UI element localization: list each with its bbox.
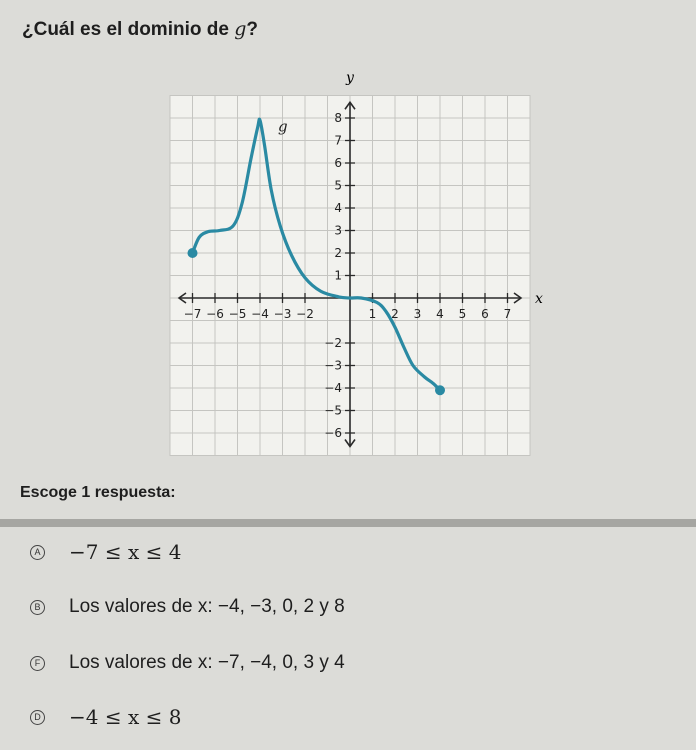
x-tick-label: −5 (228, 307, 247, 321)
divider (0, 519, 696, 527)
start-point (188, 248, 198, 258)
y-tick-label: 5 (334, 178, 342, 193)
x-tick-label: 7 (503, 307, 512, 321)
x-tick-label: 2 (391, 307, 399, 321)
option-badge-b: B (30, 600, 45, 615)
y-tick-label: 1 (334, 268, 342, 283)
option-a-text: −7 ≤ x ≤ 4 (69, 540, 182, 564)
x-tick-label: −7 (183, 307, 202, 321)
option-c-text: Los valores de x: −7, −4, 0, 3 y 4 (69, 652, 345, 673)
x-tick-label: −2 (296, 307, 314, 321)
y-tick-label: 4 (334, 201, 342, 215)
option-b-text: Los valores de x: −4, −3, 0, 2 y 8 (69, 596, 345, 617)
option-b[interactable] (30, 592, 345, 622)
x-tick-label: 6 (481, 307, 489, 321)
y-tick-label: −3 (324, 358, 342, 373)
answer-prompt: Escoge 1 respuesta: (20, 484, 176, 501)
end-point (435, 385, 445, 395)
option-d-text: −4 ≤ x ≤ 8 (69, 705, 182, 729)
curve-label: g (278, 117, 288, 136)
x-tick-label: 5 (458, 307, 467, 321)
option-a[interactable] (30, 537, 181, 567)
x-tick-label: 4 (436, 307, 444, 321)
y-tick-label: 6 (334, 156, 342, 170)
question-prefix: ¿Cuál es el dominio de (22, 19, 235, 40)
x-axis-label: x (535, 291, 543, 307)
option-badge-d: D (30, 710, 45, 725)
question-suffix: ? (246, 19, 258, 40)
x-tick-label: −3 (273, 307, 292, 321)
y-tick-label: 2 (334, 246, 342, 260)
x-tick-label: −6 (206, 307, 224, 321)
option-d[interactable] (30, 702, 181, 732)
question-variable: g (234, 18, 247, 40)
y-tick-label: −2 (324, 336, 342, 350)
y-tick-label: −6 (324, 426, 342, 440)
function-graph (150, 70, 550, 470)
y-axis-label: y (346, 70, 354, 86)
question-text (22, 18, 258, 41)
x-tick-label: 3 (413, 307, 422, 321)
y-tick-label: 7 (334, 133, 342, 148)
x-tick-label: 1 (368, 307, 377, 321)
x-tick-label: −4 (251, 307, 269, 321)
y-tick-label: −4 (324, 381, 342, 395)
y-tick-label: 3 (334, 223, 342, 238)
option-c[interactable] (30, 648, 345, 678)
y-tick-label: 8 (334, 111, 342, 125)
option-badge-a: A (30, 545, 45, 560)
option-badge-c: F (30, 656, 45, 671)
y-tick-label: −5 (324, 403, 342, 418)
